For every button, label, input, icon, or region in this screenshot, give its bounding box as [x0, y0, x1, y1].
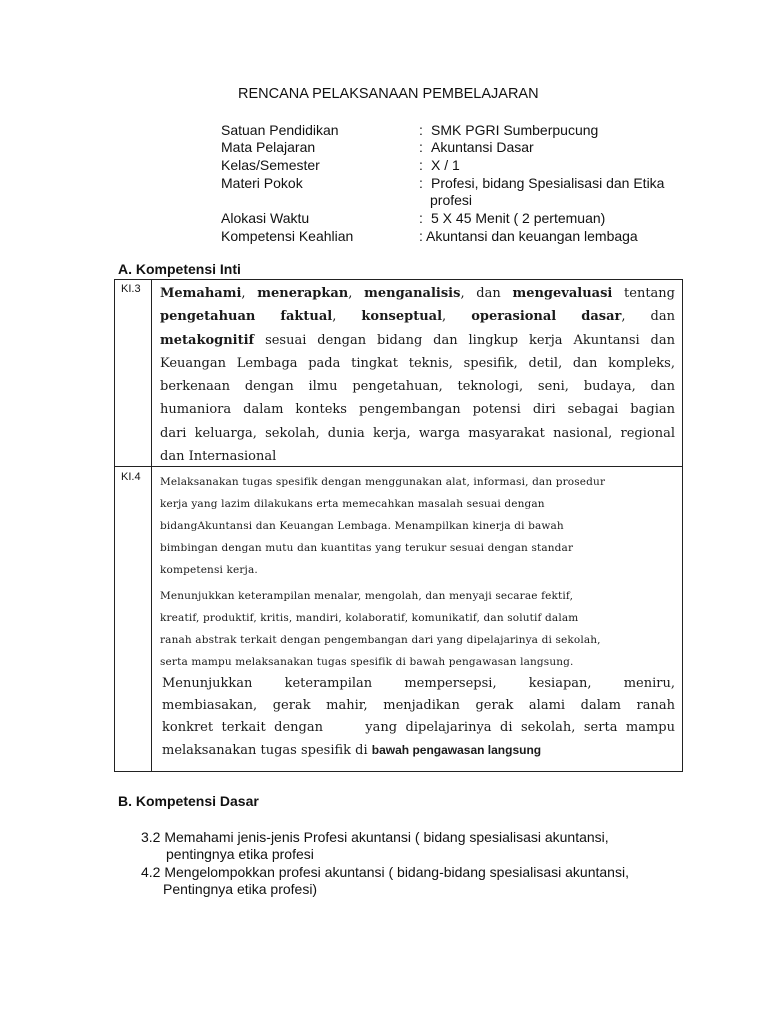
ki4-line: serta mampu melaksanakan tugas spesifik di bawah pengawasan langsung. [160, 656, 574, 668]
ki4-paragraph-1 [160, 471, 675, 581]
info-value: Akuntansi dan keuangan lembaga [426, 228, 638, 244]
info-value: Akuntansi Dasar [431, 139, 534, 155]
ki3-line: Keuangan Lembaga pada tingkat teknis, spesifik, detil, dan kompleks, [160, 355, 675, 371]
info-label: Kompetensi Keahlian [221, 228, 354, 244]
ki4-line: Menunjukkan keterampilan mempersepsi, kesiapan, meniru, [162, 676, 675, 691]
ki3-line: dari keluarga, sekolah, dunia kerja, warga masyarakat nasional, regional [160, 425, 675, 441]
info-value: X / 1 [431, 157, 460, 173]
ki4-line: Menunjukkan keterampilan menalar, mengolah, dan menyaji secarae fektif, [160, 590, 574, 602]
ki3-line: humaniora dalam konteks pengembangan potensi diri sebagai bagian [160, 402, 675, 418]
ki3-line: Memahami, menerapkan, menganalisis, dan mengevaluasi tentang [160, 286, 675, 301]
ki3-label: KI.3 [121, 283, 141, 295]
info-value: Profesi, bidang Spesialisasi dan Etika [431, 175, 665, 191]
ki4-paragraph-3 [160, 673, 675, 762]
info-value: SMK PGRI Sumberpucung [431, 122, 599, 138]
info-label: Mata Pelajaran [221, 139, 316, 155]
ki4-line: ranah abstrak terkait dengan pengembangan dari yang dipelajarinya di sekolah, [160, 634, 601, 646]
section-heading-kompetensi-dasar: B. Kompetensi Dasar [118, 793, 259, 809]
ki4-paragraph-2 [160, 585, 675, 673]
ki3-line: dan Internasional [160, 449, 277, 465]
kd-item-4-2: 4.2 Mengelompokkan profesi akuntansi ( bidang-bidang spesialisasi akuntansi, [141, 864, 629, 880]
info-colon: : [419, 122, 423, 138]
info-colon: : [419, 157, 423, 173]
ki3-line: metakognitif sesuai dengan bidang dan lingkup kerja Akuntansi dan [160, 332, 675, 348]
ki3-line: berkenaan dengan ilmu pengetahuan, teknologi, seni, budaya, dan [160, 379, 675, 395]
info-label: Kelas/Semester [221, 157, 320, 173]
document-title: RENCANA PELAKSANAAN PEMBELAJARAN [238, 86, 539, 102]
ki4-line: kerja yang lazim dilakukans erta memecahkan masalah sesuai dengan [160, 498, 545, 510]
ki3-description [160, 282, 675, 468]
info-value: 5 X 45 Menit ( 2 pertemuan) [431, 210, 606, 226]
info-value-continuation: profesi [430, 192, 473, 208]
kd-item-3-2: 3.2 Memahami jenis-jenis Profesi akuntansi ( bidang spesialisasi akuntansi, [141, 829, 609, 845]
ki4-label: KI.4 [121, 471, 141, 483]
ki4-line: bimbingan dengan mutu dan kuantitas yang terukur sesuai dengan standar [160, 542, 574, 554]
section-heading-kompetensi-inti: A. Kompetensi Inti [118, 261, 241, 277]
info-colon: : [419, 139, 423, 155]
info-colon: : [419, 210, 423, 226]
ki4-line: Melaksanakan tugas spesifik dengan menggunakan alat, informasi, dan prosedur [160, 476, 606, 488]
ki4-line: melaksanakan tugas spesifik di bawah pengawasan langsung [162, 743, 542, 758]
ki4-line: kompetensi kerja. [160, 564, 258, 576]
table-column-divider [151, 280, 152, 771]
info-label: Satuan Pendidikan [221, 122, 339, 138]
ki4-description [160, 471, 675, 762]
ki4-line: bidangAkuntansi dan Keuangan Lembaga. Menampilkan kinerja di bawah [160, 520, 564, 532]
ki4-line: membiasakan, gerak mahir, menjadikan gerak alami dalam ranah [162, 698, 675, 713]
kompetensi-inti-table [114, 279, 683, 772]
ki4-line: konkret terkait dengan yang dipelajarinya di sekolah, serta mampu [162, 720, 675, 735]
info-label: Alokasi Waktu [221, 210, 310, 226]
kd-item-4-2-continuation: Pentingnya etika profesi) [163, 881, 318, 897]
ki4-line: kreatif, produktif, kritis, mandiri, kolaboratif, komunikatif, dan solutif dalam [160, 612, 579, 624]
info-colon: : [419, 175, 423, 191]
ki3-line: pengetahuan faktual, konseptual, operasional dasar, dan [160, 309, 675, 325]
info-label: Materi Pokok [221, 175, 303, 191]
info-colon: : [419, 228, 423, 244]
kd-item-3-2-continuation: pentingnya etika profesi [166, 846, 314, 862]
